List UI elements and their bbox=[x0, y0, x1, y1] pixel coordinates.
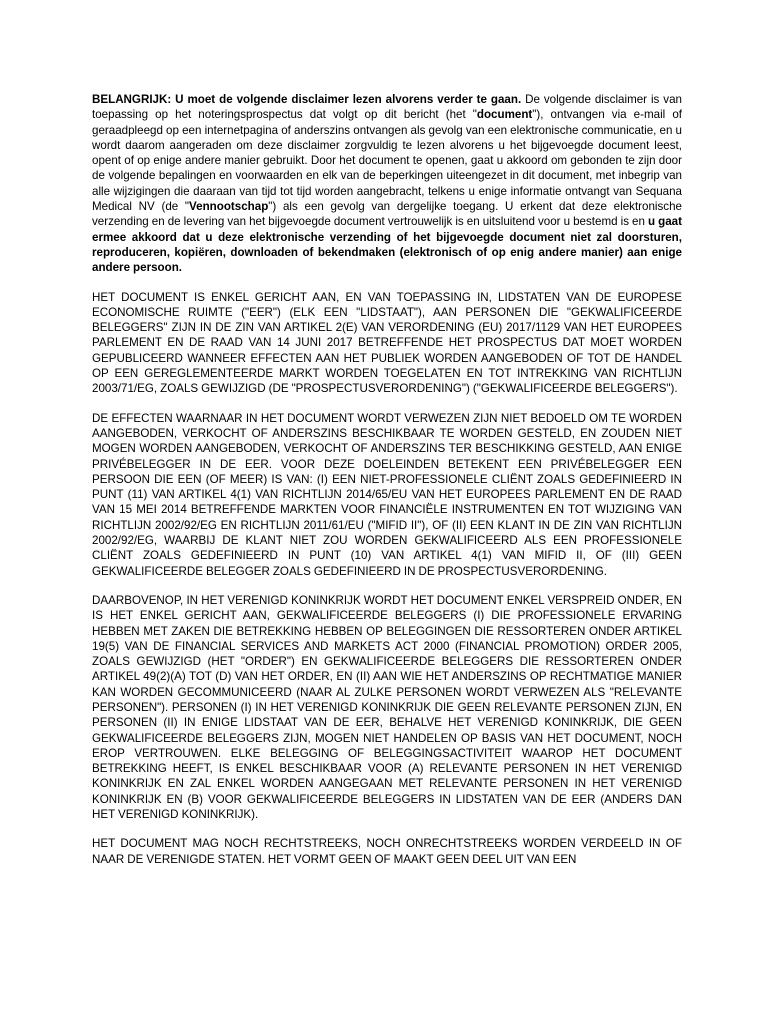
paragraph-retail-investors: DE EFFECTEN WAARNAAR IN HET DOCUMENT WORDT VERWEZEN ZIJN NIET BEDOELD OM TE WORDEN AANGEBODEN, VERKOCHT OF ANDERSZINS BESCHIKBAAR TE WORDEN GESTELD, EN ZOUDEN NIET MOGEN WORDEN AANGEBODEN, VERKOCHT OF ANDERSZINS TER BESCHIKKING GESTELD, AAN ENIGE PRIVÉBELEGGER IN DE EER. VOOR DEZE DOELEINDEN BETEKENT EEN PRIVÉBELEGGER EEN PERSOON DIE EEN (OF MEER) IS VAN: (I) EEN NIET-PROFESSIONELE CLIËNT ZOALS GEDEFINIEERD IN PUNT (11) VAN ARTIKEL 4(1) VAN RICHTLIJN 2014/65/EU VAN HET EUROPEES PARLEMENT EN DE RAAD VAN 15 MEI 2014 BETREFFENDE MARKTEN VOOR FINANCIËLE INSTRUMENTEN EN TOT WIJZIGING VAN RICHTLIJN 2002/92/EG EN RICHTLIJN 2011/61/EU ("MIFID II"), OF (II) EEN KLANT IN DE ZIN VAN RICHTLIJN 2002/92/EG, WAARBIJ DE KLANT NIET ZOU WORDEN GEKWALIFICEERD ALS EEN PROFESSIONELE CLIËNT ZOALS GEDEFINIEERD IN PUNT (10) VAN ARTIKEL 4(1) VAN MIFID II, OF (III) GEEN GEKWALIFICEERDE BELEGGER ZOALS GEDEFINIEERD IN DE PROSPECTUSVERORDENING. bbox=[92, 411, 682, 578]
term-document: document bbox=[476, 108, 533, 122]
paragraph-eer-scope: HET DOCUMENT IS ENKEL GERICHT AAN, EN VAN TOEPASSING IN, LIDSTATEN VAN DE EUROPESE ECONOMISCHE RUIMTE ("EER") (ELK EEN "LIDSTAAT"), AAN PERSONEN DIE "GEKWALIFICEERDE BELEGGERS" ZIJN IN DE ZIN VAN ARTIKEL 2(E) VAN VERORDENING (EU) 2017/1129 VAN HET EUROPEES PARLEMENT EN DE RAAD VAN 14 JUNI 2017 BETREFFENDE HET PROSPECTUS DAT MOET WORDEN GEPUBLICEERD WANNEER EFFECTEN AAN HET PUBLIEK WORDEN AANGEBODEN OF TOT DE HANDEL OP EEN GEREGLEMENTEERDE MARKT WORDEN TOEGELATEN EN TOT INTREKKING VAN RICHTLIJN 2003/71/EG, ZOALS GEWIJZIGD (DE "PROSPECTUSVERORDENING") ("GEKWALIFICEERDE BELEGGERS"). bbox=[92, 290, 682, 396]
disclaimer-intro-3: ") als een gevolg van dergelijke toegang. U erkent dat deze elektronische verzending en de levering van het bijgevoegde document vertrouwelijk is en uitsluitend voor u bestemd is en bbox=[92, 200, 682, 229]
disclaimer-paragraph bbox=[92, 92, 682, 276]
disclaimer-intro-1: De volgende disclaimer is van toepassing op het noteringsprospectus dat volgt op dit bericht (het " bbox=[92, 93, 682, 122]
disclaimer-intro-2: "), ontvangen via e-mail of geraadpleegd op een internetpagina of anderszins ontvangen als gevolg van een elektronische communicatie, en u wordt daarom aangeraden om deze disclaimer zorgvuldig te lezen alvorens u het bijgevoegde document leest, opent of op enige andere manier gebruikt. Door het document te openen, gaat u akkoord om gebonden te zijn door de volgende bepalingen en voorwaarden en elk van de beperkingen uiteengezet in dit document, met inbegrip van alle wijzigingen die daaraan van tijd tot tijd worden aangebracht, telkens u enige informatie ontvangt van Sequana Medical NV (de " bbox=[92, 108, 682, 214]
paragraph-united-kingdom: DAARBOVENOP, IN HET VERENIGD KONINKRIJK WORDT HET DOCUMENT ENKEL VERSPREID ONDER, EN IS HET ENKEL GERICHT AAN, GEKWALIFICEERDE BELEGGERS (I) DIE PROFESSIONELE ERVARING HEBBEN MET ZAKEN DIE BETREKKING HEBBEN OP BELEGGINGEN DIE RESSORTEREN ONDER ARTIKEL 19(5) VAN DE FINANCIAL SERVICES AND MARKETS ACT 2000 (FINANCIAL PROMOTION) ORDER 2005, ZOALS GEWIJZIGD (HET "ORDER") EN GEKWALIFICEERDE BELEGGERS DIE RESSORTEREN ONDER ARTIKEL 49(2)(A) TOT (D) VAN HET ORDER, EN (II) AAN WIE HET ANDERSZINS OP RECHTMATIGE MANIER KAN WORDEN GECOMMUNICEERD (NAAR AL ZULKE PERSONEN WORDT VERWEZEN ALS "RELEVANTE PERSONEN"). PERSONEN (I) IN HET VERENIGD KONINKRIJK DIE GEEN RELEVANTE PERSONEN ZIJN, EN PERSONEN (II) IN ENIGE LIDSTAAT VAN DE EER, BEHALVE HET VERENIGD KONINKRIJK, DIE GEEN GEKWALIFICEERDE BELEGGERS ZIJN, MOGEN NIET HANDELEN OP BASIS VAN HET DOCUMENT, NOCH EROP VERTROUWEN. ELKE BELEGGING OF BELEGGINGSACTIVITEIT WAAROP HET DOCUMENT BETREKKING HEEFT, IS ENKEL BESCHIKBAAR VOOR (A) RELEVANTE PERSONEN IN HET VERENIGD KONINKRIJK EN ZAL ENKEL WORDEN AANGEGAAN MET RELEVANTE PERSONEN IN HET VERENIGD KONINKRIJK EN (B) VOOR GEKWALIFICEERDE BELEGGERS IN LIDSTATEN VAN DE EER (ANDERS DAN HET VERENIGD KONINKRIJK). bbox=[92, 593, 682, 822]
paragraph-united-states: HET DOCUMENT MAG NOCH RECHTSTREEKS, NOCH ONRECHTSTREEKS WORDEN VERDEELD IN OF NAAR DE VERENIGDE STATEN. HET VORMT GEEN OF MAAKT GEEN DEEL UIT VAN EEN bbox=[92, 837, 682, 866]
term-company: Vennootschap bbox=[189, 200, 269, 214]
disclaimer-lead: BELANGRIJK: U moet de volgende disclaimer lezen alvorens verder te gaan. bbox=[92, 93, 522, 106]
disclaimer-closing: u gaat ermee akkoord dat u deze elektronische verzending of het bijgevoegde document niet zal doorsturen, reproduceren, kopiëren, downloaden of bekendmaken (elektronisch of op enig andere manier) aan enige andere persoon. bbox=[92, 215, 682, 275]
document-page bbox=[92, 92, 682, 881]
